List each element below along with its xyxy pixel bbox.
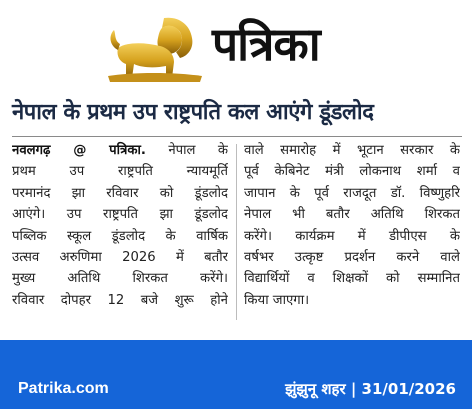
golden-lion-logo-icon (104, 12, 204, 84)
footer-bar (0, 340, 472, 409)
footer-edition-date: झुंझुनू शहर | 31/01/2026 (285, 380, 456, 398)
brand-name: पत्रिका (212, 17, 320, 71)
article-line: मुख्य अतिथि शिरकत करेंगे। (12, 271, 228, 287)
article-body (12, 140, 464, 330)
article-line: रविवार दोपहर 12 बजे शुरू होने (12, 292, 228, 308)
article-line: करेंगे। कार्यक्रम में डीपीएस के (244, 228, 460, 244)
footer-site-link[interactable]: Patrika.com (18, 380, 109, 397)
dateline: नवलगढ़ @ पत्रिका. (12, 143, 146, 158)
headline: नेपाल के प्रथम उप राष्ट्रपति कल आएंगे डूंडलोद (12, 100, 374, 125)
article-line: वर्षभर उत्कृष्ट प्रदर्शन करने वाले (244, 250, 460, 266)
masthead (0, 0, 472, 90)
article-line: उत्सव अरुणिमा 2026 में बतौर (12, 250, 228, 266)
article-line (12, 140, 228, 161)
article-line: विद्यार्थियों व शिक्षकों को सम्मानित (244, 271, 460, 287)
article-line: नेपाल भी बतौर अतिथि शिरकत (244, 207, 460, 223)
article-line: आएंगे। उप राष्ट्रपति झा डूंडलोद (12, 207, 228, 223)
column-divider (236, 144, 237, 320)
headline-divider (12, 136, 462, 137)
article-line: पूर्व केबिनेट मंत्री लोकनाथ शर्मा व (244, 164, 460, 180)
article-line: जापान के पूर्व राजदूत डॉ. विष्णुहरि (244, 185, 460, 201)
article-line: किया जाएगा। (244, 292, 310, 308)
article-column-left (12, 140, 228, 311)
article-column-right (244, 140, 460, 311)
article-line: प्रथम उप राष्ट्रपति न्यायमूर्ति (12, 164, 228, 180)
article-line: पब्लिक स्कूल डूंडलोद के वार्षिक (12, 228, 228, 244)
article-line-text: नेपाल के (145, 143, 228, 158)
article-line: परमानंद झा रविवार को डूंडलोद (12, 185, 228, 201)
article-line: वाले समारोह में भूटान सरकार के (244, 143, 460, 158)
